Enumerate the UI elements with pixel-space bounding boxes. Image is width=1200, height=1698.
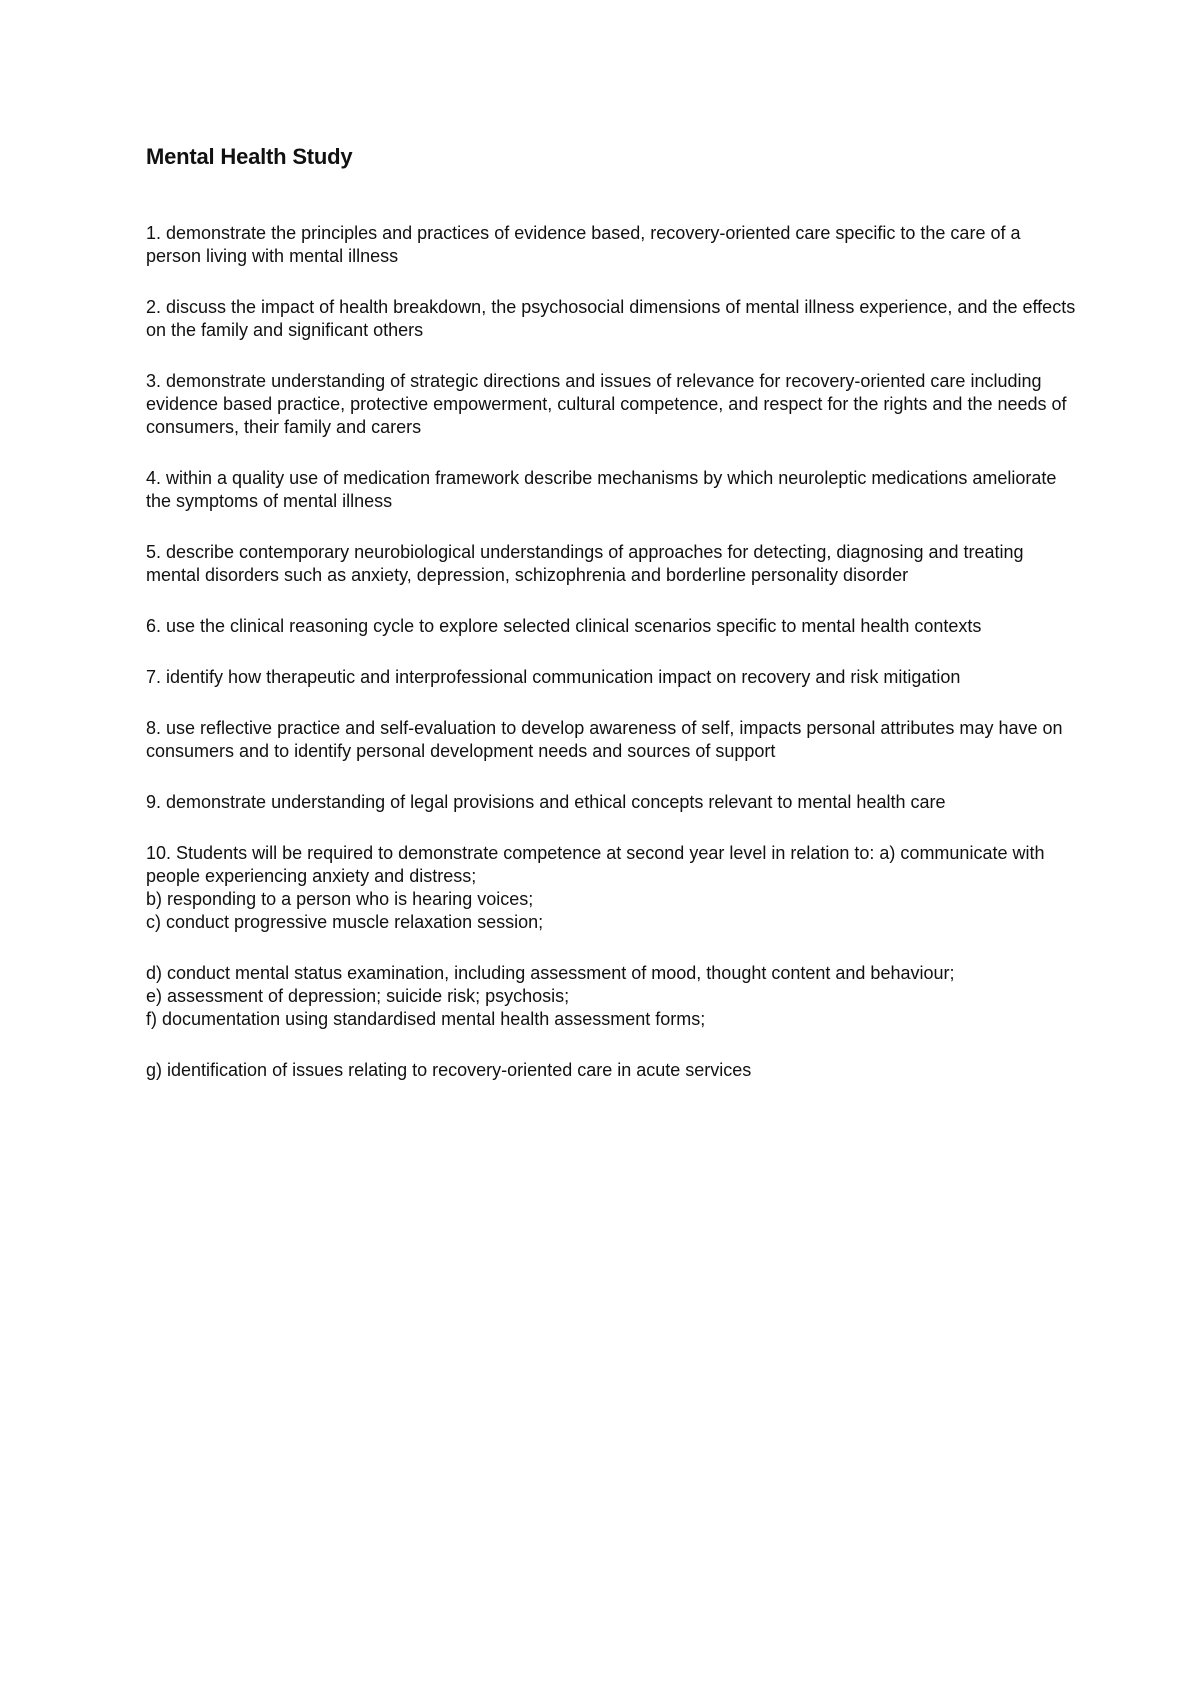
list-item-10-intro: 10. Students will be required to demonstrate competence at second year level in relation to: a) communicate with people experiencing anxiety and distress; — [146, 843, 1045, 886]
document-content — [146, 140, 1076, 1110]
list-item-4: 4. within a quality use of medication framework describe mechanisms by which neuroleptic medications ameliorate the symptoms of mental illness — [146, 468, 1057, 511]
list-item-10-group-3 — [146, 1059, 1076, 1082]
list-item-10-b: b) responding to a person who is hearing voices; — [146, 889, 534, 909]
document-title: Mental Health Study — [146, 144, 353, 169]
list-item-10-e: e) assessment of depression; suicide risk; psychosis; — [146, 986, 570, 1006]
list-item-10-group-1 — [146, 842, 1076, 934]
list-item-1: 1. demonstrate the principles and practices of evidence based, recovery-oriented care specific to the care of a person living with mental illness — [146, 223, 1021, 266]
list-item-6: 6. use the clinical reasoning cycle to explore selected clinical scenarios specific to mental health contexts — [146, 616, 982, 636]
list-item-10-c: c) conduct progressive muscle relaxation session; — [146, 912, 544, 932]
list-item-10-d: d) conduct mental status examination, including assessment of mood, thought content and behaviour; — [146, 963, 955, 983]
list-item-5: 5. describe contemporary neurobiological understandings of approaches for detecting, diagnosing and treating mental disorders such as anxiety, depression, schizophrenia and borderline personality disorder — [146, 542, 1024, 585]
list-item-10-f: f) documentation using standardised mental health assessment forms; — [146, 1009, 706, 1029]
list-item-10-group-2 — [146, 962, 1076, 1031]
list-item-8: 8. use reflective practice and self-evaluation to develop awareness of self, impacts personal attributes may have on consumers and to identify personal development needs and sources of support — [146, 718, 1063, 761]
list-item-10-g: g) identification of issues relating to recovery-oriented care in acute services — [146, 1060, 752, 1080]
list-item-9: 9. demonstrate understanding of legal provisions and ethical concepts relevant to mental health care — [146, 792, 946, 812]
list-item-3: 3. demonstrate understanding of strategic directions and issues of relevance for recovery-oriented care including evidence based practice, protective empowerment, cultural competence, and respect for the rights and the needs of consumers, their family and carers — [146, 371, 1067, 437]
list-item-2: 2. discuss the impact of health breakdown, the psychosocial dimensions of mental illness experience, and the effects on the family and significant others — [146, 297, 1076, 340]
list-item-7: 7. identify how therapeutic and interprofessional communication impact on recovery and risk mitigation — [146, 667, 961, 687]
